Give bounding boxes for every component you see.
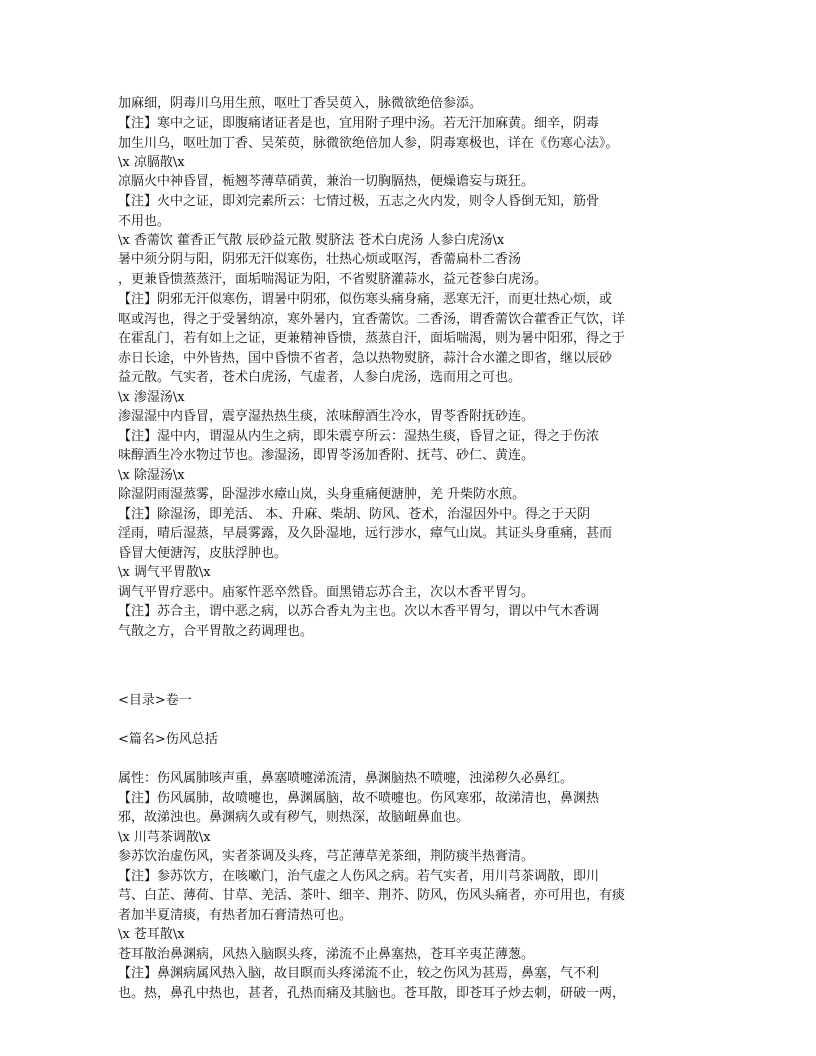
text-line: 【注】参苏饮方，在咳嗽门，治气虚之人伤风之病。若气实者，用川芎茶调散，即川 (118, 869, 600, 884)
section-heading: \x 凉膈散\x (118, 155, 185, 170)
text-line: 【注】鼻渊病属风热入脑，故目瞑而头疼涕流不止，较之伤风为甚焉，鼻塞，气不利 (118, 966, 600, 981)
text-line: 益元散。气实者，苍术白虎汤，气虚者，人参白虎汤，选而用之可也。 (118, 370, 522, 385)
text-line: 参苏饮治虚伤风，实者茶调及头疼，芎芷薄草羌茶细，荆防痰半热膏清。 (118, 849, 535, 864)
text-line: 在霍乱门，若有如上之证，更兼精神昏愦，蒸蒸自汗，面垢喘渴，则为暑中阳邪，得之于 (118, 331, 626, 346)
text-line: 【注】火中之证，即刘完素所云：七情过极，五志之火内发，则令人昏倒无知，筋骨 (118, 194, 600, 209)
section-heading: \x 川芎茶调散\x (118, 830, 211, 845)
section-heading: \x 除湿汤\x (118, 468, 185, 483)
text-line: 气散之方，合平胃散之药调理也。 (118, 624, 314, 639)
text-line: 【注】苏合主，谓中恶之病，以苏合香丸为主也。次以木香平胃匀，谓以中气木香调 (118, 604, 600, 619)
text-line: 呕或泻也，得之于受暑纳凉，寒外暑内，宜香薷饮。二香汤，谓香薷饮合藿香正气饮，详 (118, 312, 626, 327)
text-line: 除湿阴雨湿蒸雾，卧湿涉水瘴山岚，头身重痛便溏肿，羌 升柴防水煎。 (118, 487, 526, 502)
section-heading: \x 香薷饮 藿香正气散 辰砂益元散 熨脐法 苍术白虎汤 人参白虎汤\x (118, 233, 505, 248)
text-line: 苍耳散治鼻渊病，风热入脑瞑头疼，涕流不止鼻塞热，苍耳辛夷芷薄葱。 (118, 947, 535, 962)
text-line: 【注】除湿汤，即羌活、 本、升麻、柴胡、防风、苍术，治湿因外中。得之于天阴 (118, 507, 591, 522)
text-line: 暑中须分阴与阳，阴邪无汗似寒伤，壮热心烦或呕泻，香薷扁朴二香汤 (118, 252, 522, 267)
text-line: 加麻细，阴毒川乌用生煎，呕吐丁香吴萸入，脉微欲绝倍参添。 (118, 96, 483, 111)
text-line: 【注】伤风属肺，故喷嚏也，鼻渊属脑，故不喷嚏也。伤风寒邪，故涕清也，鼻渊热 (118, 791, 600, 806)
section-heading: \x 苍耳散\x (118, 927, 185, 942)
text-line: 也。热，鼻孔中热也，甚者，孔热而痛及其脑也。苍耳散，即苍耳子炒去刺，研破一两， (118, 986, 626, 1001)
text-line: 赤日长途，中外皆热，国中昏愦不省者，急以热物熨脐，蒜汁合水灌之即省，继以辰砂 (118, 351, 613, 366)
text-line: 属性：伤风属肺咳声重，鼻塞喷嚏涕流清，鼻渊脑热不喷嚏，浊涕秽久必鼻红。 (118, 771, 574, 786)
text-line: ，更兼昏愦蒸蒸汗，面垢喘渴证为阳，不省熨脐灌蒜水，益元苍参白虎汤。 (118, 272, 548, 287)
section-heading: \x 渗湿汤\x (118, 390, 185, 405)
section-heading: \x 调气平胃散\x (118, 565, 211, 580)
text-line: 不用也。 (118, 214, 171, 229)
text-line: 【注】湿中内，谓湿从内生之病，即朱震亨所云：湿热生痰，昏冒之证，得之于伤浓 (118, 429, 600, 444)
chapter-title: <篇名>伤风总括 (118, 732, 218, 747)
text-line: 芎、白芷、薄荷、甘草、羌活、茶叶、细辛、荆芥、防风，伤风头痛者，亦可用也，有痰 (118, 888, 626, 903)
text-line: 【注】阴邪无汗似寒伤，谓暑中阴邪，似伤寒头痛身痛，恶寒无汗，而更壮热心烦，或 (118, 292, 613, 307)
text-line: 【注】寒中之证，即腹痛诸证者是也，宜用附子理中汤。若无汗加麻黄。细辛，阴毒 (118, 116, 600, 131)
text-line: 者加半夏清痰，有热者加石膏清热可也。 (118, 908, 353, 923)
toc-line: <目录>卷一 (118, 693, 192, 708)
text-line: 淫雨，晴后湿蒸，早晨雾露，及久卧湿地，远行涉水，瘴气山岚。其证头身重痛，甚而 (118, 526, 613, 541)
text-line: 邪，故涕浊也。鼻渊病久或有秽气，则热深，故脑衄鼻血也。 (118, 810, 470, 825)
text-line: 加生川乌，呕吐加丁香、吴茱萸，脉微欲绝倍加人参，阴毒寒极也，详在《伤寒心法》。 (118, 136, 619, 151)
text-line: 渗湿湿中内昏冒，震亨湿热热生痰，浓味醇酒生冷水，胃苓香附抚砂连。 (118, 409, 535, 424)
text-line: 味醇酒生冷水物过节也。渗湿汤，即胃苓汤加香附、抚芎、砂仁、黄连。 (118, 448, 535, 463)
text-line: 昏冒大便溏泻，皮肤浮肿也。 (118, 546, 288, 561)
text-line: 调气平胃疗恶中。庙冢忤恶卒然昏。面黑错忘苏合主，次以木香平胃匀。 (118, 585, 535, 600)
text-line: 凉膈火中神昏冒，栀翘芩薄草硝黄，兼治一切胸膈热，便燥谵妄与斑狂。 (118, 174, 535, 189)
